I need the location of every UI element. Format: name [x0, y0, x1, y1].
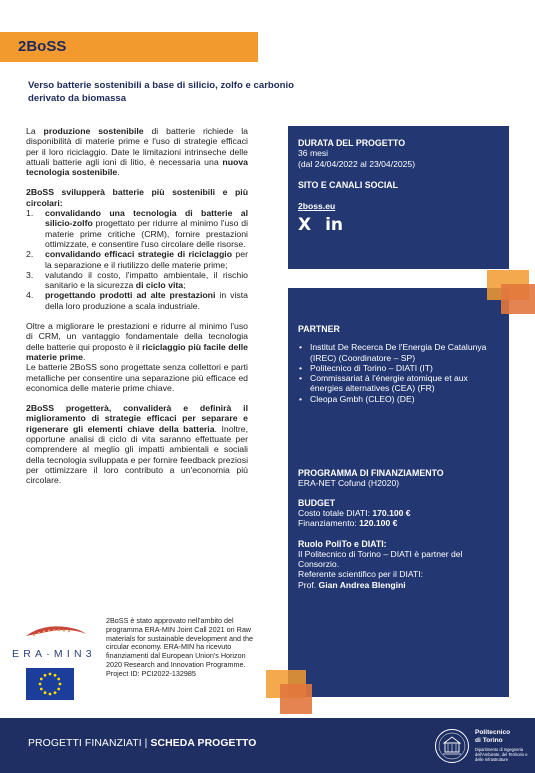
partner-list: [298, 342, 499, 404]
intro-paragraph: La produzione sostenibile di batterie richiede la disponibilità di materie prime e l'uso di strategie efficaci per il loro riciclaggio. Date le limitazioni intrinseche delle attuali batterie agli ioni di litio, è necessaria una nuova tecnologia sostenibile.: [26, 126, 249, 178]
duration-dates: (dal 24/04/2022 al 23/04/2025): [298, 158, 416, 169]
referente-name: Prof. Gian Andrea Blengini: [298, 579, 406, 590]
site-label: SITO E CANALI SOCIAL: [298, 179, 399, 190]
partner-label: PARTNER: [298, 324, 340, 334]
project-subtitle: Verso batterie sostenibili a base di silicio, zolfo e carbonio derivato da biomassa: [28, 80, 295, 104]
footer-label: PROGETTI FINANZIATI | SCHEDA PROGETTO: [28, 738, 257, 749]
budget-label: BUDGET: [298, 497, 336, 508]
funding-notice: 2BoSS è stato approvato nell'ambito del programma ERA-MIN Joint Call 2021 on Raw materials for sustainable development and the circular economy. ERA-MIN ha ricevuto finanziamenti dal European Union's Horizon 2020 Research and Innovation Programme. Project ID: PCI2022-132985: [106, 616, 254, 678]
eu-flag-logo: [26, 668, 74, 700]
list-item: 2. convalidando efficaci strategie di riciclaggio per la separazione e il riutilizzo delle materie prime;: [26, 249, 248, 270]
list-item: 1. convalidando una tecnologia di batterie al silicio-zolfo progettato per ridurre al minimo l'uso di materie prime critiche (CRM), fornire prestazioni ottimizzate, e consentire l'uso circolare delle risorse.: [26, 208, 248, 249]
description-column: [26, 126, 248, 486]
title-bar: [0, 32, 258, 62]
budget-total: Costo totale DIATI: 170.100 €: [298, 507, 411, 518]
budget-funding: Finanziamento: 120.100 €: [298, 518, 398, 529]
referente-label: Referente scientifico per il DIATI:: [298, 569, 423, 580]
list-item: 3. valutando il costo, l'impatto ambientale, il rischio sanitario e la sicurezza di ciclo vita;: [26, 269, 248, 291]
footer-bar: [0, 718, 535, 773]
programma-value: ERA-NET Cofund (H2020): [298, 478, 400, 489]
site-link[interactable]: 2boss.eu: [298, 201, 336, 212]
list-item: • Politecnico di Torino – DIATI (IT): [298, 363, 499, 373]
decor-square: [501, 284, 535, 314]
duration-value: 36 mesi: [298, 148, 329, 159]
ruolo-text: Il Politecnico di Torino – DIATI è partner del Consorzio.: [298, 548, 463, 570]
goals-list: [26, 208, 248, 311]
list-item: • Cleopa Gmbh (CLEO) (DE): [298, 394, 499, 404]
linkedin-icon[interactable]: in: [325, 215, 344, 236]
list-item: 4. progettando prodotti ad alte prestazioni in vista della loro produzione a scala industriale.: [26, 290, 249, 311]
eramin-logo-text: ERA·MIN3: [12, 648, 96, 660]
project-title: 2BoSS: [18, 38, 67, 55]
info-box-duration: [288, 126, 509, 269]
design-paragraph: Le batterie 2BoSS sono progettate senza collettori e parti metalliche per consentire una separazione più efficace ed economica delle materie prime chiave.: [26, 362, 248, 393]
polito-seal-icon: [434, 728, 470, 764]
programma-label: PROGRAMMA DI FINANZIAMENTO: [298, 468, 444, 479]
goals-heading: 2BoSS svilupperà batterie più sostenibili e più circolari:: [26, 187, 248, 208]
info-box-partner: [288, 288, 509, 697]
duration-label: DURATA DEL PROGETTO: [298, 138, 406, 148]
x-icon[interactable]: X: [298, 215, 312, 236]
strategy-paragraph: 2BoSS progetterà, convaliderà e definirà il miglioramento di strategie efficaci per separare e rigenerare gli elementi chiave della batteria. Inoltre, opportune analisi di ciclo di vita saranno effettuate per comprendere al meglio gli impatti ambientali e sociali della tecnologia sviluppata e per fornire feedback preziosi per ottimizzare il loro contributo a un'economia più circolare.: [26, 403, 249, 486]
polito-name: Politecnico di Torino: [475, 729, 511, 744]
list-item: • Institut De Recerca De l'Energia De Catalunya (IREC) (Coordinatore – SP): [298, 342, 499, 363]
decor-square: [280, 684, 312, 714]
ruolo-label: Ruolo PoliTo e DIATI:: [298, 538, 387, 549]
social-links: [298, 215, 499, 236]
eramin-logo: [12, 622, 108, 662]
list-item: • Commissariat à l'énergie atomique et aux énergies alternatives (CEA) (FR): [298, 373, 499, 394]
polito-department: Dipartimento di Ingegneria dell'Ambiente, del Territorio e delle Infrastrutture: [475, 747, 528, 762]
advantage-paragraph: Oltre a migliorare le prestazioni e ridurre al minimo l'uso di CRM, un vantaggio fondamentale della tecnologia delle batterie qui proposto è il riciclaggio più facile delle materie prime.: [26, 321, 248, 362]
